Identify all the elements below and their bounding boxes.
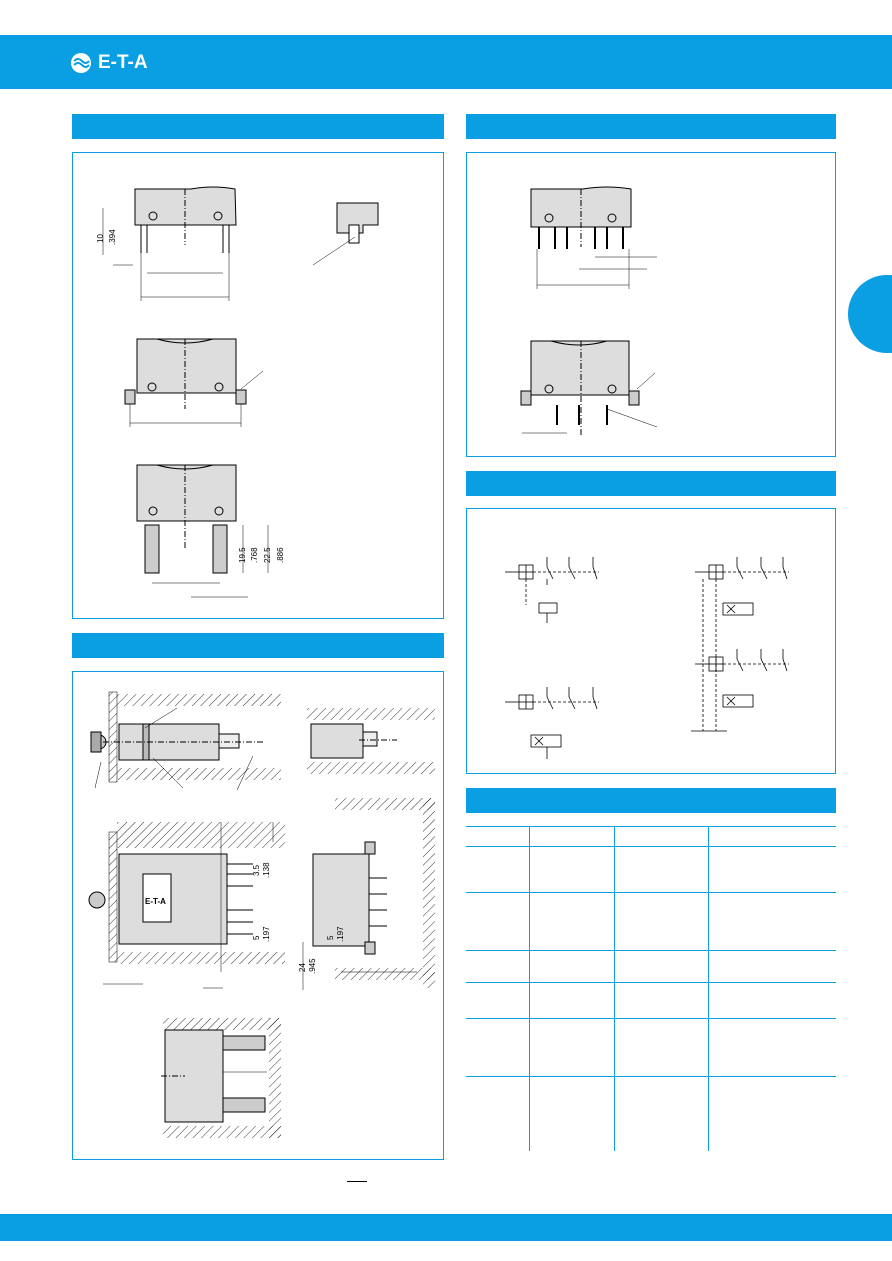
drawing-terminal-detail: [313, 203, 378, 265]
spec-table: [466, 826, 836, 1151]
table-cell: [530, 951, 614, 983]
drawing-terminal-top: [531, 187, 657, 289]
table-cell: [614, 893, 708, 951]
page-marker: [347, 1181, 367, 1182]
table-cell: [466, 893, 530, 951]
dimension-drawings: [73, 153, 445, 620]
drawing-side-view-screw: [125, 339, 263, 427]
body-label: E-T-A: [145, 897, 166, 906]
mounting-drawings: [73, 672, 445, 1161]
section-header-mounting: [72, 633, 444, 658]
table-cell: [466, 951, 530, 983]
table-cell: [614, 827, 708, 847]
table-cell: [709, 847, 836, 893]
panel-schematics: [466, 508, 836, 774]
schematic-3: [691, 557, 789, 731]
table-cell: [530, 1077, 614, 1151]
section-header-table: [466, 788, 836, 813]
table-cell: [530, 893, 614, 951]
table-cell: [709, 827, 836, 847]
dim-h768: .768: [250, 547, 259, 563]
table-cell: [530, 983, 614, 1019]
eta-logo-icon: [70, 52, 92, 74]
table-row: [466, 1077, 836, 1151]
dim-d24: 24: [298, 963, 307, 972]
schematic-2: [505, 687, 599, 759]
dim-d138: .138: [262, 862, 271, 878]
table-cell: [530, 847, 614, 893]
table-cell: [709, 983, 836, 1019]
table-cell: [709, 1019, 836, 1077]
dim-d5-right: 5: [326, 935, 335, 940]
table-cell: [466, 827, 530, 847]
drawing-bottom-view: [161, 1018, 281, 1138]
table-cell: [530, 1019, 614, 1077]
section-header-schematics: [466, 471, 836, 496]
dim-h195: 19.5: [238, 547, 247, 563]
panel-dimensions: [72, 152, 444, 619]
drawing-panel-mount-detail: [307, 708, 435, 774]
table-row: [466, 983, 836, 1019]
table-cell: [614, 1019, 708, 1077]
side-tab: [848, 275, 892, 353]
drawing-side-view-pins: [137, 465, 285, 597]
table-row: [466, 827, 836, 847]
table-cell: [614, 847, 708, 893]
drawing-panel-mount-side: [91, 692, 281, 790]
table-cell: [466, 1019, 530, 1077]
dim-d945: .945: [308, 958, 317, 974]
drawing-terminal-side: [521, 341, 657, 435]
eta-logo: [70, 52, 148, 74]
table-cell: [466, 847, 530, 893]
table-row: [466, 893, 836, 951]
table-cell: [614, 1077, 708, 1151]
dim-d35: 3.5: [252, 864, 261, 876]
table-cell: [466, 1077, 530, 1151]
table-cell: [614, 983, 708, 1019]
section-header-dimensions: [72, 114, 444, 139]
table-cell: [530, 827, 614, 847]
table-cell: [709, 893, 836, 951]
dim-h225: 22.5: [263, 547, 272, 563]
schematic-diagrams: [467, 509, 837, 775]
dim-d197: .197: [262, 926, 271, 942]
dim-h10: 10: [96, 234, 105, 243]
table-cell: [466, 983, 530, 1019]
terminal-drawings: [467, 153, 837, 458]
dim-d5: 5: [252, 935, 261, 940]
table-row: [466, 951, 836, 983]
dim-h394: .394: [108, 229, 117, 245]
table-cell: [709, 951, 836, 983]
section-header-terminals: [466, 114, 836, 139]
drawing-front-view: [89, 822, 285, 988]
panel-terminals: [466, 152, 836, 457]
footer-band: [0, 1214, 892, 1241]
dim-d197-right: .197: [336, 926, 345, 942]
table-cell: [709, 1077, 836, 1151]
table-cell: [614, 951, 708, 983]
table-row: [466, 847, 836, 893]
drawing-top-view: [96, 187, 236, 301]
drawing-front-view-right: [298, 798, 435, 990]
dim-h886: .886: [276, 547, 285, 563]
panel-mounting: [72, 671, 444, 1160]
schematic-1: [505, 557, 599, 623]
table-row: [466, 1019, 836, 1077]
eta-logo-text: E-T-A: [98, 52, 148, 73]
